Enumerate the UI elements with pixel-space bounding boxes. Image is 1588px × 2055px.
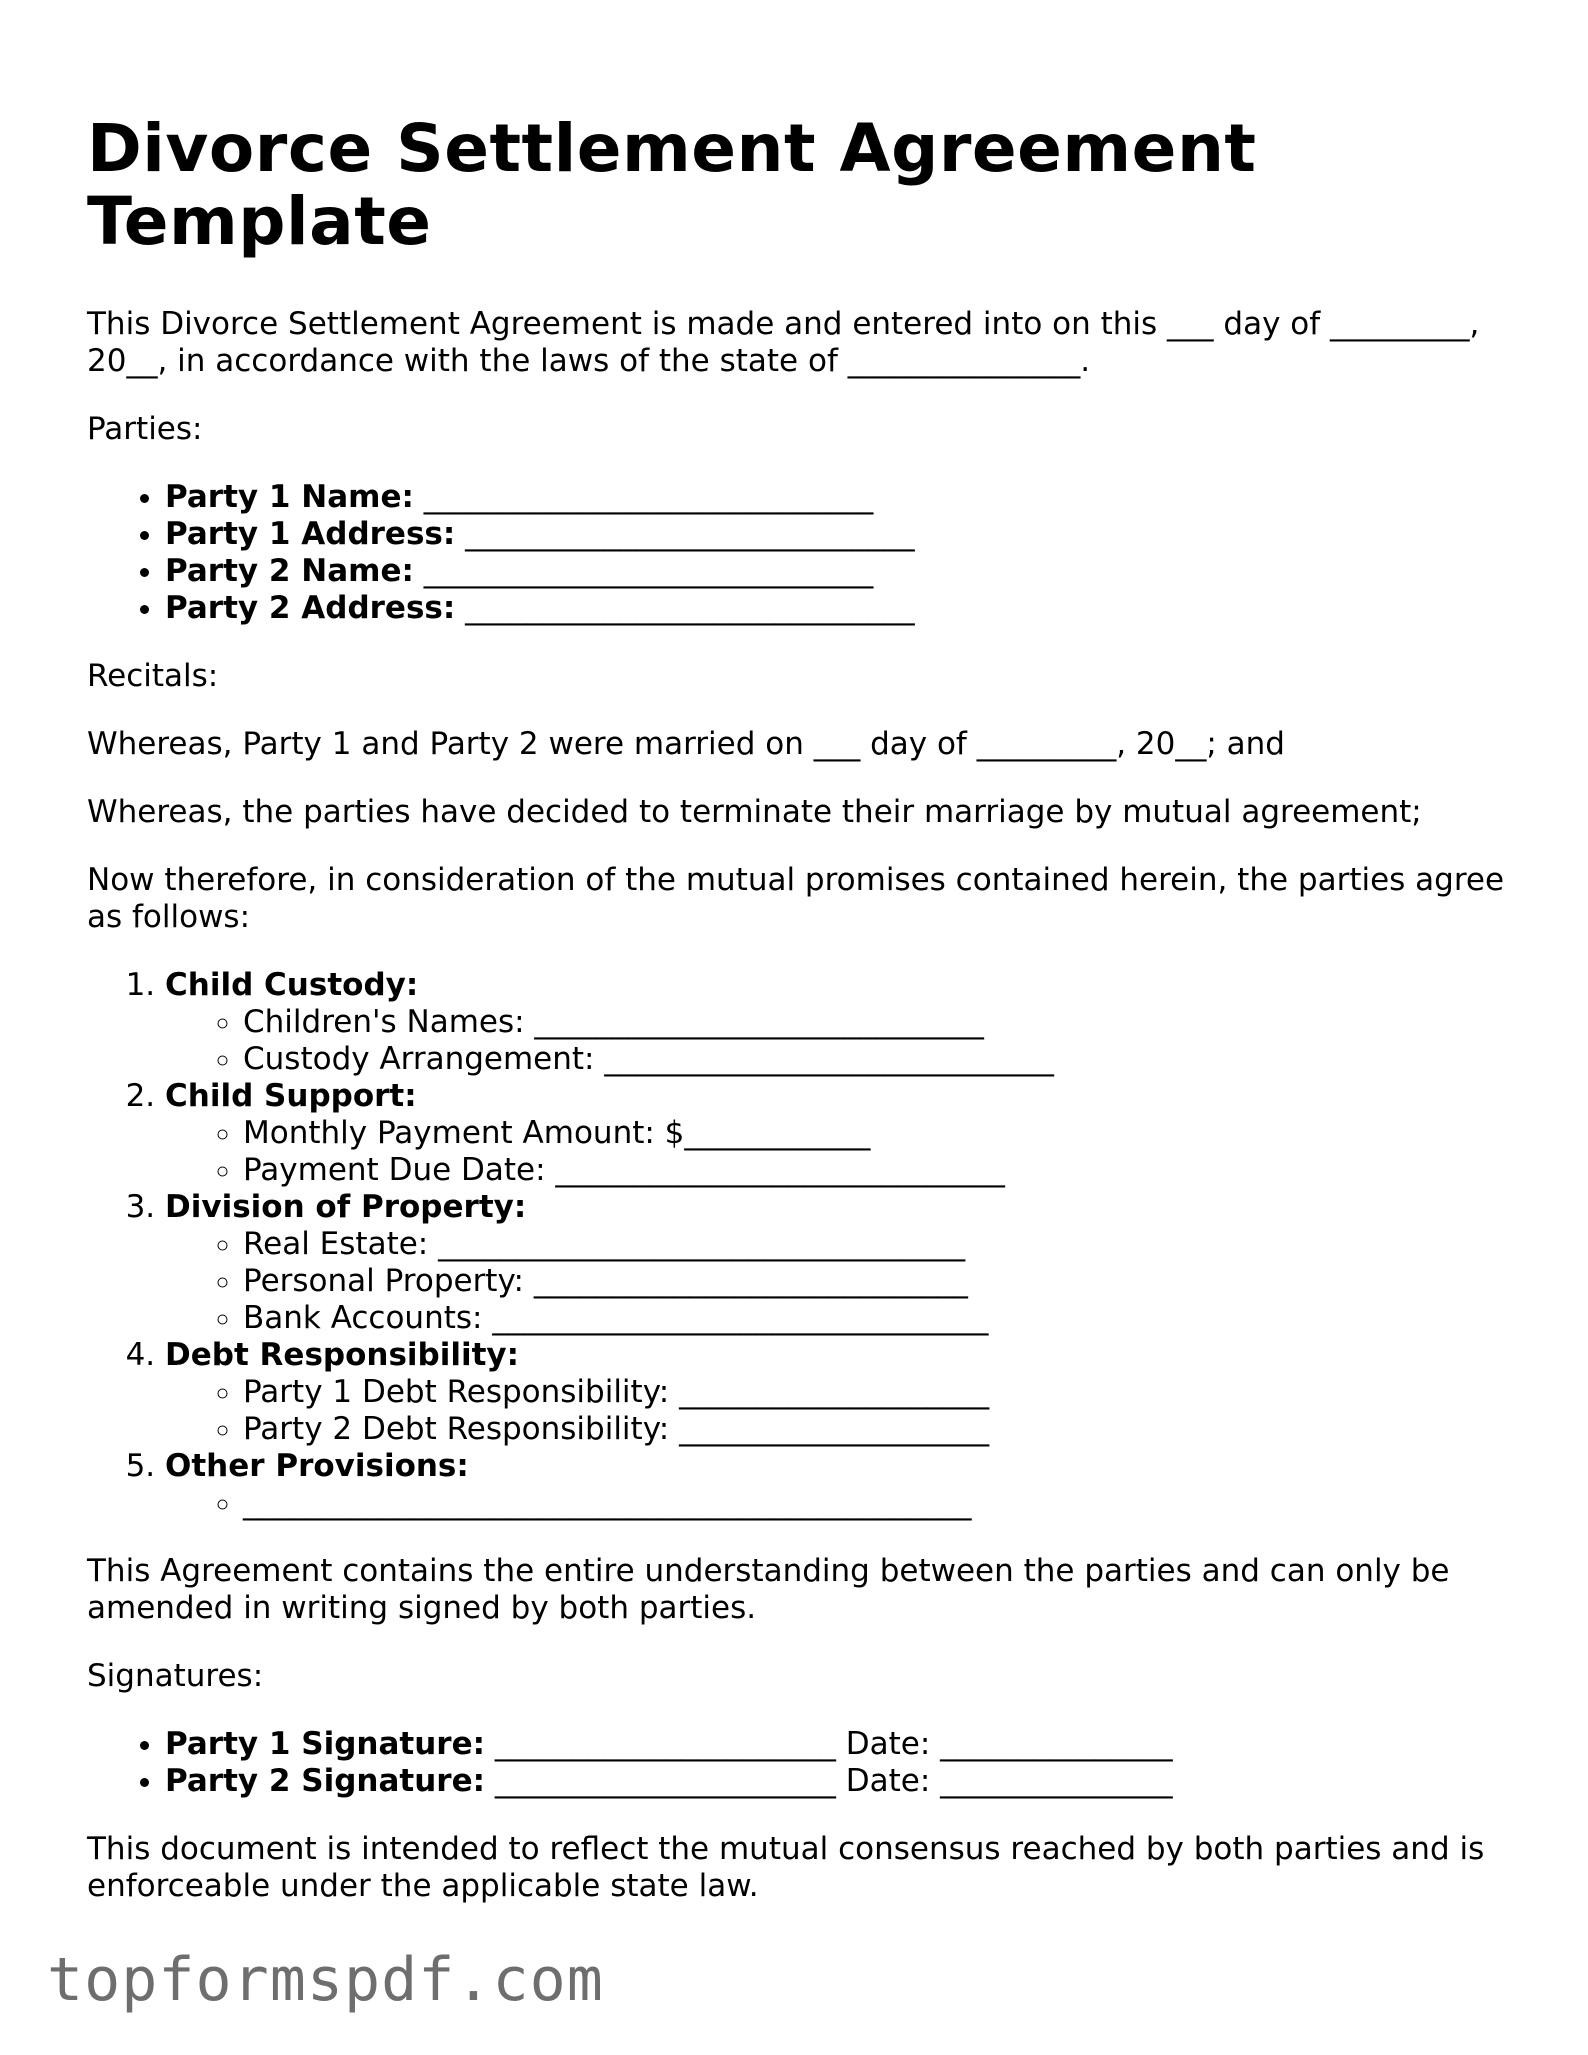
term-other-provisions (165, 1448, 1527, 1522)
closing-paragraph: This document is intended to reflect the mutual consensus reached by both parties and is enforceable under the applicable state law. (87, 1831, 1485, 1904)
term-child-support (165, 1078, 1527, 1189)
term-heading: Other Provisions: (165, 1448, 469, 1484)
party-field-label: Party 2 Address: (165, 590, 456, 626)
term-subitem: ◦ Personal Property: ____________________________ (243, 1263, 1527, 1300)
party-2-name-item (165, 553, 1527, 590)
term-subitem: ◦ Monthly Payment Amount: $____________ (243, 1115, 1527, 1152)
party-field-blank: _____________________________ (465, 516, 915, 552)
term-subitem: ◦ Party 1 Debt Responsibility: ____________________ (243, 1374, 1527, 1411)
term-heading: Child Custody: (165, 967, 419, 1003)
party-2-address-item (165, 590, 1527, 627)
term-heading: Division of Property: (165, 1189, 527, 1225)
term-sublist (165, 1374, 1527, 1448)
intro-paragraph: This Divorce Settlement Agreement is made and entered into on this ___ day of _________, 20__, in accordance with the laws of the state of _______________. (87, 306, 1480, 379)
term-heading: Debt Responsibility: (165, 1337, 520, 1373)
party-1-name-item (165, 479, 1527, 516)
term-sublist (165, 1004, 1527, 1078)
signature-label: Party 1 Signature: (165, 1726, 486, 1762)
party-field-blank: _____________________________ (465, 590, 915, 626)
signatures-heading: Signatures: (87, 1658, 264, 1694)
document-title: Divorce Settlement Agreement Template (87, 110, 1257, 260)
term-sublist (165, 1485, 1527, 1522)
now-therefore-paragraph: Now therefore, in consideration of the mutual promises contained herein, the parties agree as follows: (87, 862, 1505, 935)
document-page (87, 112, 1527, 1936)
signature-line-party-2 (165, 1763, 1527, 1800)
term-division-of-property (165, 1189, 1527, 1337)
term-subitem: ◦ Children's Names: _____________________________ (243, 1004, 1527, 1041)
party-field-label: Party 2 Name: (165, 553, 414, 589)
signature-blank: ______________________ Date: _______________ (494, 1763, 1173, 1799)
term-child-custody (165, 967, 1527, 1078)
term-sublist (165, 1115, 1527, 1189)
entire-agreement-paragraph: This Agreement contains the entire understanding between the parties and can only be amended in writing signed by both parties. (87, 1553, 1450, 1626)
parties-heading: Parties: (87, 411, 203, 447)
term-subitem: ◦ Party 2 Debt Responsibility: ____________________ (243, 1411, 1527, 1448)
term-subitem: ◦ Custody Arrangement: _____________________________ (243, 1041, 1527, 1078)
party-field-label: Party 1 Name: (165, 479, 414, 515)
term-heading: Child Support: (165, 1078, 417, 1114)
term-subitem: ◦ _______________________________________________ (243, 1485, 1527, 1522)
term-subitem: ◦ Real Estate: __________________________________ (243, 1226, 1527, 1263)
signatures-list (87, 1726, 1527, 1800)
signature-blank: ______________________ Date: _______________ (494, 1726, 1173, 1762)
term-subitem: ◦ Bank Accounts: ________________________________ (243, 1300, 1527, 1337)
signature-label: Party 2 Signature: (165, 1763, 486, 1799)
term-debt-responsibility (165, 1337, 1527, 1448)
party-field-label: Party 1 Address: (165, 516, 456, 552)
terms-list (87, 967, 1527, 1522)
term-sublist (165, 1226, 1527, 1337)
term-subitem: ◦ Payment Due Date: _____________________________ (243, 1152, 1527, 1189)
parties-list (87, 479, 1527, 627)
recital-marriage: Whereas, Party 1 and Party 2 were married on ___ day of _________, 20__; and (87, 726, 1285, 762)
party-field-blank: _____________________________ (423, 553, 874, 589)
watermark: topformspdf.com (47, 1945, 604, 2015)
signature-line-party-1 (165, 1726, 1527, 1763)
party-field-blank: _____________________________ (423, 479, 874, 515)
recital-termination: Whereas, the parties have decided to terminate their marriage by mutual agreement; (87, 794, 1422, 830)
party-1-address-item (165, 516, 1527, 553)
recitals-heading: Recitals: (87, 658, 219, 694)
